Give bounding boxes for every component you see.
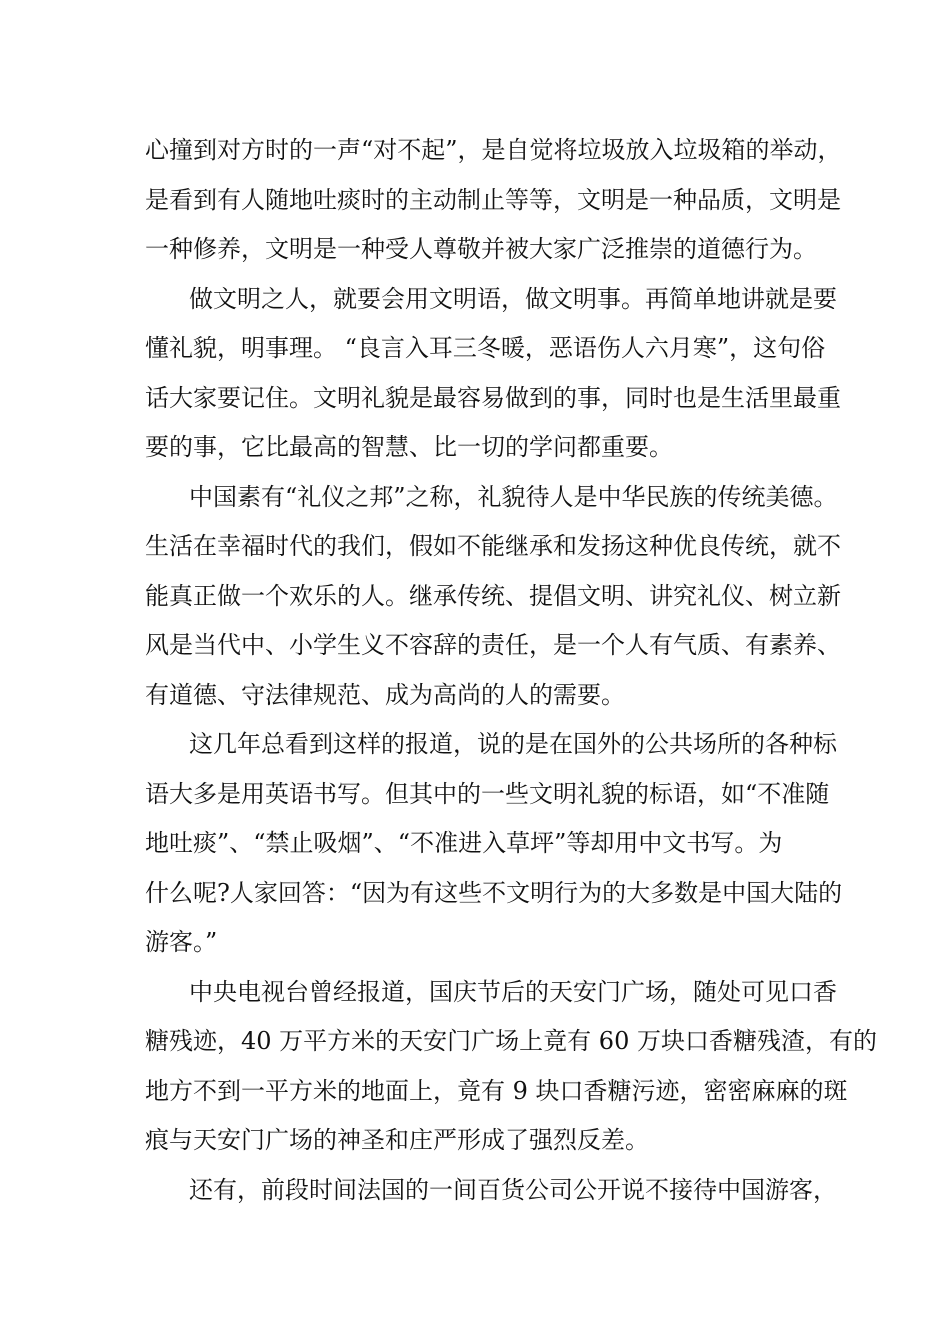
text-line: 语大多是用英语书写。但其中的一些文明礼貌的标语，如“不准随: [145, 779, 830, 808]
text-line: 什么呢?人家回答：“因为有这些不文明行为的大多数是中国大陆的: [145, 878, 843, 907]
text-line: 地吐痰”、“禁止吸烟”、“不准进入草坪”等却用中文书写。为: [145, 829, 783, 857]
text-line: 是看到有人随地吐痰时的主动制止等等，文明是一种品质，文明是: [145, 185, 841, 214]
paragraph-6: [145, 1166, 837, 1216]
text-line: 一种修养，文明是一种受人尊敬并被大家广泛推崇的道德行为。: [145, 235, 817, 263]
text-line: 还有，前段时间法国的一间百货公司公开说不接待中国游客，: [189, 1175, 837, 1204]
text-line: 痕与天安门广场的神圣和庄严形成了强烈反差。: [145, 1126, 649, 1154]
paragraph-3: [145, 473, 841, 721]
text-line: 懂礼貌，明事理。 “良言入耳三冬暖，恶语伤人六月寒”，这句俗: [145, 334, 826, 362]
text-line: 中国素有“礼仪之邦”之称，礼貌待人是中华民族的传统美德。: [189, 482, 838, 511]
text-line: 中央电视台曾经报道，国庆节后的天安门广场，随处可见口香: [189, 977, 837, 1006]
text-line: 能真正做一个欢乐的人。继承传统、提倡文明、讲究礼仪、树立新: [145, 581, 841, 610]
text-line: 生活在幸福时代的我们，假如不能继承和发扬这种优良传统，就不: [145, 532, 841, 560]
document-body: [145, 126, 877, 1215]
text-line: 游客。”: [145, 928, 218, 956]
text-line: 做文明之人，就要会用文明语，做文明事。再简单地讲就是要: [189, 284, 837, 313]
paragraph-2: [145, 275, 841, 473]
paragraph-5: [145, 968, 877, 1166]
text-line: 风是当代中、小学生义不容辞的责任，是一个人有气质、有素养、: [145, 631, 841, 659]
text-line: 心撞到对方时的一声“对不起”，是自觉将垃圾放入垃圾箱的举动，: [145, 136, 842, 164]
text-line: 有道德、守法律规范、成为高尚的人的需要。: [145, 680, 625, 709]
text-line: 地方不到一平方米的地面上，竟有 9 块口香糖污迹，密密麻麻的斑: [145, 1076, 848, 1105]
text-line: 糖残迹，40 万平方米的天安门广场上竟有 60 万块口香糖残渣，有的: [145, 1027, 877, 1055]
text-line: 这几年总看到这样的报道，说的是在国外的公共场所的各种标: [189, 730, 837, 758]
paragraph-4: [145, 720, 843, 968]
text-line: 话大家要记住。文明礼貌是最容易做到的事，同时也是生活里最重: [145, 383, 841, 412]
text-line: 要的事，它比最高的智慧、比一切的学问都重要。: [145, 433, 673, 461]
paragraph-1: [145, 126, 842, 275]
